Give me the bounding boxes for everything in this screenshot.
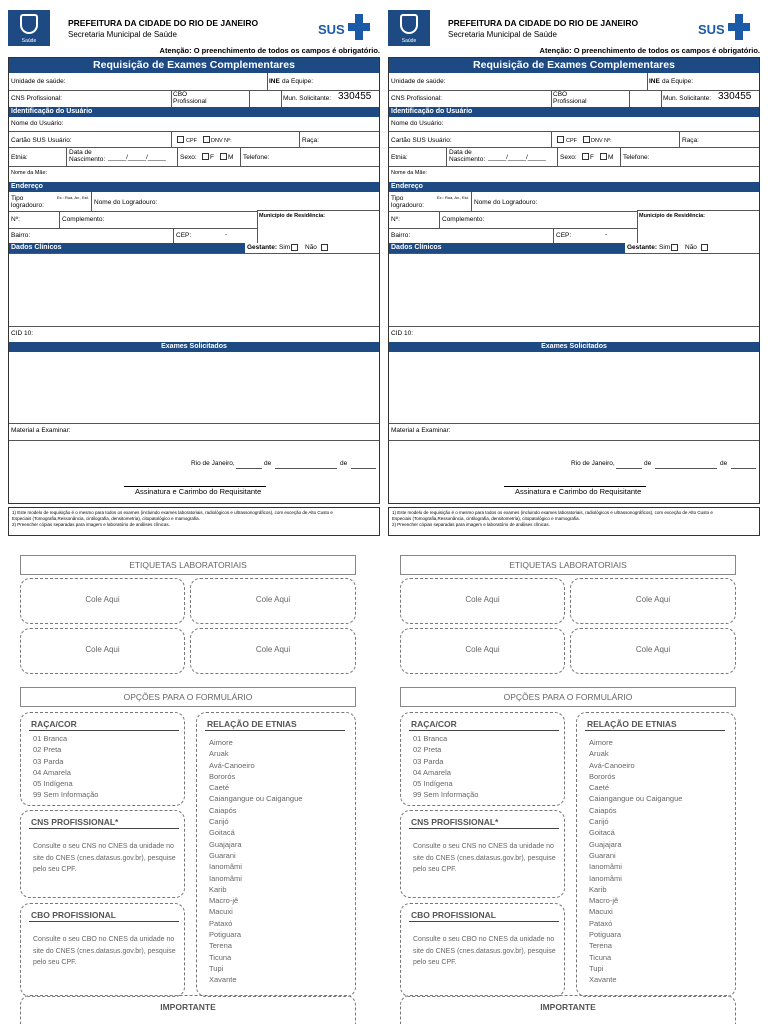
requisition-form bbox=[388, 57, 760, 504]
cns-profissional-label: CNS Profissional: bbox=[11, 95, 62, 102]
etnia-item: Ianomâmi bbox=[209, 862, 242, 872]
section-usuario: Identificação do Usuário bbox=[9, 107, 379, 117]
etnia-item: Goitacá bbox=[209, 828, 235, 838]
etnia-item: Caeté bbox=[209, 783, 230, 793]
bairro-label: Bairro: bbox=[11, 232, 31, 239]
etnia-item: Caiapós bbox=[589, 805, 617, 815]
cole-aqui-text: Cole Aqui bbox=[255, 645, 291, 654]
etnia-item: Karib bbox=[209, 884, 227, 894]
complemento-label: Complemento: bbox=[442, 216, 485, 223]
section-endereco: Endereço bbox=[389, 182, 759, 192]
sexo-m-label: M bbox=[608, 154, 614, 161]
etnia-item: Terena bbox=[589, 941, 612, 951]
attention-note: Atenção: O preenchimento de todos os campos é obrigatório. bbox=[159, 46, 380, 55]
footnote-line-1: 1) Este modelo de requisição é o mesmo para todos os exames (incluindo exames laboratoriais, radiológicos e ultrassonográficos), com exceção de Alto Custo e bbox=[12, 510, 333, 515]
etnia-item: Aimore bbox=[209, 738, 233, 747]
cbo-label: CBO bbox=[553, 91, 568, 98]
cpf-label: CPF bbox=[186, 138, 197, 144]
footnote-line-2: Especiais (Tomografia,Ressonância, cintilografia, densitometria), citopatológico e mamografia. bbox=[12, 516, 200, 521]
header bbox=[388, 8, 760, 48]
gestante-nao-checkbox[interactable] bbox=[701, 244, 708, 251]
raca-list bbox=[413, 733, 478, 801]
nome-logradouro-label: Nome do Logradouro: bbox=[474, 199, 538, 206]
cross-icon bbox=[728, 14, 750, 40]
dnv-label: DNV Nº: bbox=[211, 138, 232, 144]
label-slot[interactable] bbox=[190, 578, 356, 624]
raca-item: 01 Branca bbox=[33, 734, 68, 743]
etnia-item: Goitacá bbox=[589, 828, 615, 838]
etnia-item: Ianomâmi bbox=[589, 862, 622, 872]
raca-item: 02 Preta bbox=[413, 745, 442, 755]
de-label-1: de bbox=[644, 460, 652, 467]
cpf-checkbox[interactable] bbox=[177, 136, 184, 143]
label-slot[interactable] bbox=[570, 628, 736, 674]
institution-name: PREFEITURA DA CIDADE DO RIO DE JANEIRO bbox=[448, 18, 639, 28]
gestante-nao-checkbox[interactable] bbox=[321, 244, 328, 251]
nome-mae-label: Nome da Mãe: bbox=[11, 170, 48, 176]
numero-label: Nº: bbox=[391, 216, 400, 223]
gestante-sim-label: Sim bbox=[659, 244, 671, 251]
gestante-sim-checkbox[interactable] bbox=[291, 244, 298, 251]
data-nascimento-label: Data de bbox=[449, 149, 472, 156]
etnia-item: Ianomâmi bbox=[209, 873, 242, 883]
section-usuario: Identificação do Usuário bbox=[389, 107, 759, 117]
cns-text: Consulte o seu CNS no CNES da unidade no site do CNES (cnes.datasus.gov.br), pesquise pelo seu CPF. bbox=[413, 843, 556, 873]
cbo-text: Consulte o seu CBO no CNES da unidade no site do CNES (cnes.datasus.gov.br), pesquise pelo seu CPF. bbox=[413, 936, 556, 966]
data-nascimento-field[interactable]: _____/_____/_____ bbox=[108, 154, 166, 161]
opcoes-title: OPÇÕES PARA O FORMULÁRIO bbox=[20, 687, 356, 707]
label-slot[interactable] bbox=[190, 628, 356, 674]
cep-dash: - bbox=[225, 231, 228, 238]
footnote-line-3: 2) Preencher cópias separadas para imagem e laboratório de análises clínicas. bbox=[392, 522, 550, 527]
sexo-m-label: M bbox=[228, 154, 234, 161]
municipio-label: Município de Residência: bbox=[639, 213, 706, 219]
etnia-item: Xavante bbox=[589, 975, 617, 985]
raca-label: Raça: bbox=[302, 137, 319, 144]
section-endereco: Endereço bbox=[9, 182, 379, 192]
cid-label: CID 10: bbox=[391, 330, 414, 337]
etnia-item: Guarani bbox=[589, 850, 616, 860]
cid-label: CID 10: bbox=[11, 330, 34, 337]
cns-title: CNS PROFISSIONAL* bbox=[411, 817, 499, 827]
municipio-label: Município de Residência: bbox=[259, 213, 326, 219]
etnia-item: Macuxi bbox=[589, 907, 613, 917]
etnia-item: Caiangangue ou Caigangue bbox=[589, 794, 683, 804]
gestante-sim-label: Sim bbox=[279, 244, 291, 251]
cbo-title: CBO PROFISSIONAL bbox=[411, 910, 497, 920]
cbo-title: CBO PROFISSIONAL bbox=[31, 910, 117, 920]
raca-box bbox=[20, 712, 185, 806]
etnia-item: Carijó bbox=[209, 817, 229, 827]
etnias-title: RELAÇÃO DE ETNIAS bbox=[207, 719, 297, 729]
etnia-item: Caiapós bbox=[209, 805, 237, 815]
gestante-label: Gestante: bbox=[627, 244, 657, 251]
tipo-label: Tipo bbox=[391, 195, 404, 202]
nome-usuario-label: Nome do Usuário: bbox=[391, 120, 444, 127]
logo-text: Saúde bbox=[401, 38, 417, 44]
unidade-label: Unidade de saúde: bbox=[11, 78, 66, 85]
crest-icon bbox=[400, 14, 418, 34]
etnia-item: Carijó bbox=[589, 817, 609, 827]
raca-item: 03 Parda bbox=[413, 756, 444, 766]
raca-item: 05 Indígena bbox=[33, 779, 73, 789]
footnote-line-1: 1) Este modelo de requisição é o mesmo para todos os exames (incluindo exames laboratoriais, radiológicos e ultrassonográficos), com exceção de Alto Custo e bbox=[392, 510, 713, 515]
etnia-item: Pataxó bbox=[589, 918, 613, 928]
data-nascimento-label: Data de bbox=[69, 149, 92, 156]
cole-aqui-text: Cole Aqui bbox=[85, 595, 120, 604]
importante-title: IMPORTANTE bbox=[160, 1002, 216, 1012]
nome-logradouro-label: Nome do Logradouro: bbox=[94, 199, 158, 206]
requisition-form bbox=[8, 57, 380, 504]
cole-aqui-text: Cole Aqui bbox=[85, 645, 120, 654]
sexo-f-checkbox[interactable] bbox=[202, 153, 209, 160]
material-label: Material a Examinar: bbox=[391, 427, 451, 434]
etnias-box bbox=[576, 712, 736, 997]
importante-box bbox=[400, 995, 736, 1024]
sexo-f-checkbox[interactable] bbox=[582, 153, 589, 160]
gestante-nao-label: Não bbox=[685, 244, 697, 251]
mun-code: 330455 bbox=[718, 91, 752, 102]
form-title: Requisição de Exames Complementares bbox=[389, 58, 759, 73]
etnia-item: Pataxó bbox=[209, 918, 233, 928]
etnia-item: Tupi bbox=[209, 963, 224, 973]
etnia-item: Avá-Canoeiro bbox=[589, 760, 635, 770]
opcoes-title: OPÇÕES PARA O FORMULÁRIO bbox=[400, 687, 736, 707]
dnv-label: DNV Nº: bbox=[591, 138, 612, 144]
dnv-checkbox[interactable] bbox=[583, 136, 590, 143]
raca-item: 02 Preta bbox=[33, 745, 62, 755]
section-dados-clinicos: Dados Clínicos bbox=[9, 243, 245, 253]
requisition-copy-1 bbox=[8, 0, 380, 1024]
telefone-label: Telefone: bbox=[243, 154, 270, 161]
raca-item: 99 Sem Informação bbox=[413, 790, 479, 800]
etnias-list bbox=[589, 737, 682, 986]
sexo-m-checkbox[interactable] bbox=[600, 153, 607, 160]
logradouro-label: logradouro: bbox=[11, 202, 44, 209]
label-slot[interactable] bbox=[400, 578, 565, 624]
cpf-label: CPF bbox=[566, 138, 577, 144]
cbo-label: CBO bbox=[173, 91, 188, 98]
logradouro-label: logradouro: bbox=[391, 202, 424, 209]
material-label: Material a Examinar: bbox=[11, 427, 71, 434]
mun-code: 330455 bbox=[338, 91, 372, 102]
footnote-line-2: Especiais (Tomografia,Ressonância, cintilografia, densitometria), citopatológico e mamografia. bbox=[392, 516, 580, 521]
numero-label: Nº: bbox=[11, 216, 20, 223]
header bbox=[8, 8, 380, 48]
cns-box bbox=[400, 810, 565, 898]
etnia-item: Aruak bbox=[209, 749, 229, 759]
label-slot[interactable] bbox=[400, 628, 565, 674]
cbo-label-2: Profissional bbox=[553, 98, 587, 105]
sus-logo bbox=[698, 12, 754, 44]
gestante-nao-label: Não bbox=[305, 244, 317, 251]
footnote bbox=[388, 507, 760, 536]
de-label-2: de bbox=[720, 460, 728, 467]
etnia-item: Xavante bbox=[209, 975, 237, 985]
sexo-f-label: F bbox=[210, 154, 214, 161]
footnote-line-3: 2) Preencher cópias separadas para imagem e laboratório de análises clínicas. bbox=[12, 522, 170, 527]
etnia-item: Macuxi bbox=[209, 907, 233, 917]
secretaria-name: Secretaria Municipal de Saúde bbox=[448, 30, 557, 39]
etnia-label: Etnia: bbox=[391, 154, 408, 161]
cole-aqui-text: Cole Aqui bbox=[635, 645, 671, 654]
etnia-label: Etnia: bbox=[11, 154, 28, 161]
etiquetas-title: ETIQUETAS LABORATORIAIS bbox=[400, 555, 736, 575]
cartao-sus-label: Cartão SUS Usuário: bbox=[391, 137, 452, 144]
etnia-item: Tupi bbox=[589, 963, 604, 973]
cbo-label-2: Profissional bbox=[173, 98, 207, 105]
section-exames: Exames Solicitados bbox=[9, 342, 379, 352]
institution-name: PREFEITURA DA CIDADE DO RIO DE JANEIRO bbox=[68, 18, 259, 28]
raca-item: 01 Branca bbox=[413, 734, 448, 743]
crest-icon bbox=[20, 14, 38, 34]
etnia-item: Guajajara bbox=[589, 839, 622, 849]
etnia-item: Ticuna bbox=[209, 952, 232, 962]
raca-item: 04 Amarela bbox=[413, 767, 451, 777]
cole-aqui-text: Cole Aqui bbox=[465, 595, 500, 604]
cole-aqui-text: Cole Aqui bbox=[465, 645, 500, 654]
etnia-item: Ticuna bbox=[589, 952, 612, 962]
cns-profissional-label: CNS Profissional: bbox=[391, 95, 442, 102]
rio-label: Rio de Janeiro, bbox=[191, 460, 235, 467]
tipo-hint: Ex.: Rua, Av., Est. bbox=[57, 195, 89, 200]
ine-rest-label: da Equipe: bbox=[282, 78, 314, 85]
cep-label: CEP: bbox=[556, 232, 572, 239]
etnia-item: Terena bbox=[209, 941, 232, 951]
ine-label: INE bbox=[269, 78, 280, 85]
cross-icon bbox=[348, 14, 370, 40]
cbo-box bbox=[400, 903, 565, 997]
attention-note: Atenção: O preenchimento de todos os campos é obrigatório. bbox=[539, 46, 760, 55]
nome-mae-label: Nome da Mãe: bbox=[391, 170, 428, 176]
raca-item: 05 Indígena bbox=[413, 779, 453, 789]
etnia-item: Guajajara bbox=[209, 839, 242, 849]
section-dados-clinicos: Dados Clínicos bbox=[389, 243, 625, 253]
data-nascimento-label-2: Nascimento: bbox=[69, 156, 106, 163]
cole-aqui-text: Cole Aqui bbox=[255, 595, 291, 604]
cns-text: Consulte o seu CNS no CNES da unidade no site do CNES (cnes.datasus.gov.br), pesquise pelo seu CPF. bbox=[33, 843, 176, 873]
cep-dash: - bbox=[605, 231, 608, 238]
raca-item: 04 Amarela bbox=[33, 767, 71, 777]
etnia-item: Macro-jê bbox=[209, 896, 239, 906]
etnia-item: Avá-Canoeiro bbox=[209, 760, 255, 770]
logo-text: Saúde bbox=[21, 38, 37, 44]
gestante-sim-checkbox[interactable] bbox=[671, 244, 678, 251]
prefeitura-logo bbox=[8, 10, 50, 46]
label-slot[interactable] bbox=[20, 628, 185, 674]
sexo-label: Sexo: bbox=[560, 154, 577, 161]
etnias-list bbox=[209, 737, 302, 986]
secretaria-name: Secretaria Municipal de Saúde bbox=[68, 30, 177, 39]
requisition-copy-2 bbox=[388, 0, 760, 1024]
rio-label: Rio de Janeiro, bbox=[571, 460, 615, 467]
cole-aqui-text: Cole Aqui bbox=[635, 595, 671, 604]
raca-title: RAÇA/COR bbox=[31, 719, 77, 729]
importante-title: IMPORTANTE bbox=[540, 1002, 596, 1012]
ine-label: INE bbox=[649, 78, 660, 85]
raca-list bbox=[33, 733, 98, 801]
tipo-label: Tipo bbox=[11, 195, 24, 202]
raca-item: 99 Sem Informação bbox=[33, 790, 99, 800]
gestante-label: Gestante: bbox=[247, 244, 277, 251]
raca-label: Raça: bbox=[682, 137, 699, 144]
sexo-label: Sexo: bbox=[180, 154, 197, 161]
footnote bbox=[8, 507, 380, 536]
etnia-item: Potiguara bbox=[589, 930, 622, 940]
mun-solicitante-label: Mun. Solicitante: bbox=[283, 95, 332, 102]
raca-box bbox=[400, 712, 565, 806]
tipo-hint: Ex.: Rua, Av., Est. bbox=[437, 195, 469, 200]
etnia-item: Caiangangue ou Caigangue bbox=[209, 794, 303, 804]
etnia-item: Aimore bbox=[589, 738, 613, 747]
etiquetas-title: ETIQUETAS LABORATORIAIS bbox=[20, 555, 356, 575]
label-slot[interactable] bbox=[570, 578, 736, 624]
complemento-label: Complemento: bbox=[62, 216, 105, 223]
nome-usuario-label: Nome do Usuário: bbox=[11, 120, 64, 127]
etnias-title: RELAÇÃO DE ETNIAS bbox=[587, 719, 677, 729]
etnia-item: Bororós bbox=[589, 771, 616, 781]
etnia-item: Karib bbox=[589, 884, 607, 894]
sexo-f-label: F bbox=[590, 154, 594, 161]
mun-solicitante-label: Mun. Solicitante: bbox=[663, 95, 712, 102]
cartao-sus-label: Cartão SUS Usuário: bbox=[11, 137, 72, 144]
prefeitura-logo bbox=[388, 10, 430, 46]
etnia-item: Guarani bbox=[209, 850, 236, 860]
de-label-2: de bbox=[340, 460, 348, 467]
bairro-label: Bairro: bbox=[391, 232, 411, 239]
etnia-item: Ianomâmi bbox=[589, 873, 622, 883]
telefone-label: Telefone: bbox=[623, 154, 650, 161]
de-label-1: de bbox=[264, 460, 272, 467]
unidade-label: Unidade de saúde: bbox=[391, 78, 446, 85]
etnia-item: Potiguara bbox=[209, 930, 242, 940]
importante-box bbox=[20, 995, 356, 1024]
etnia-item: Macro-jê bbox=[589, 896, 619, 906]
sus-text: SUS bbox=[698, 22, 725, 37]
cns-title: CNS PROFISSIONAL* bbox=[31, 817, 119, 827]
ine-rest-label: da Equipe: bbox=[662, 78, 694, 85]
sus-logo bbox=[318, 12, 374, 44]
raca-item: 03 Parda bbox=[33, 756, 64, 766]
etnia-item: Caeté bbox=[589, 783, 610, 793]
sexo-m-checkbox[interactable] bbox=[220, 153, 227, 160]
assinatura-label: Assinatura e Carimbo do Requisitante bbox=[135, 487, 262, 496]
assinatura-label: Assinatura e Carimbo do Requisitante bbox=[515, 487, 642, 496]
data-nascimento-label-2: Nascimento: bbox=[449, 156, 486, 163]
dnv-checkbox[interactable] bbox=[203, 136, 210, 143]
sus-text: SUS bbox=[318, 22, 345, 37]
section-exames: Exames Solicitados bbox=[389, 342, 759, 352]
etnias-box bbox=[196, 712, 356, 997]
label-slot[interactable] bbox=[20, 578, 185, 624]
cpf-checkbox[interactable] bbox=[557, 136, 564, 143]
etnia-item: Aruak bbox=[589, 749, 609, 759]
data-nascimento-field[interactable]: _____/_____/_____ bbox=[488, 154, 546, 161]
cbo-text: Consulte o seu CBO no CNES da unidade no site do CNES (cnes.datasus.gov.br), pesquise pelo seu CPF. bbox=[33, 936, 176, 966]
cep-label: CEP: bbox=[176, 232, 192, 239]
form-title: Requisição de Exames Complementares bbox=[9, 58, 379, 73]
cns-box bbox=[20, 810, 185, 898]
etnia-item: Bororós bbox=[209, 771, 236, 781]
cbo-box bbox=[20, 903, 185, 997]
raca-title: RAÇA/COR bbox=[411, 719, 457, 729]
